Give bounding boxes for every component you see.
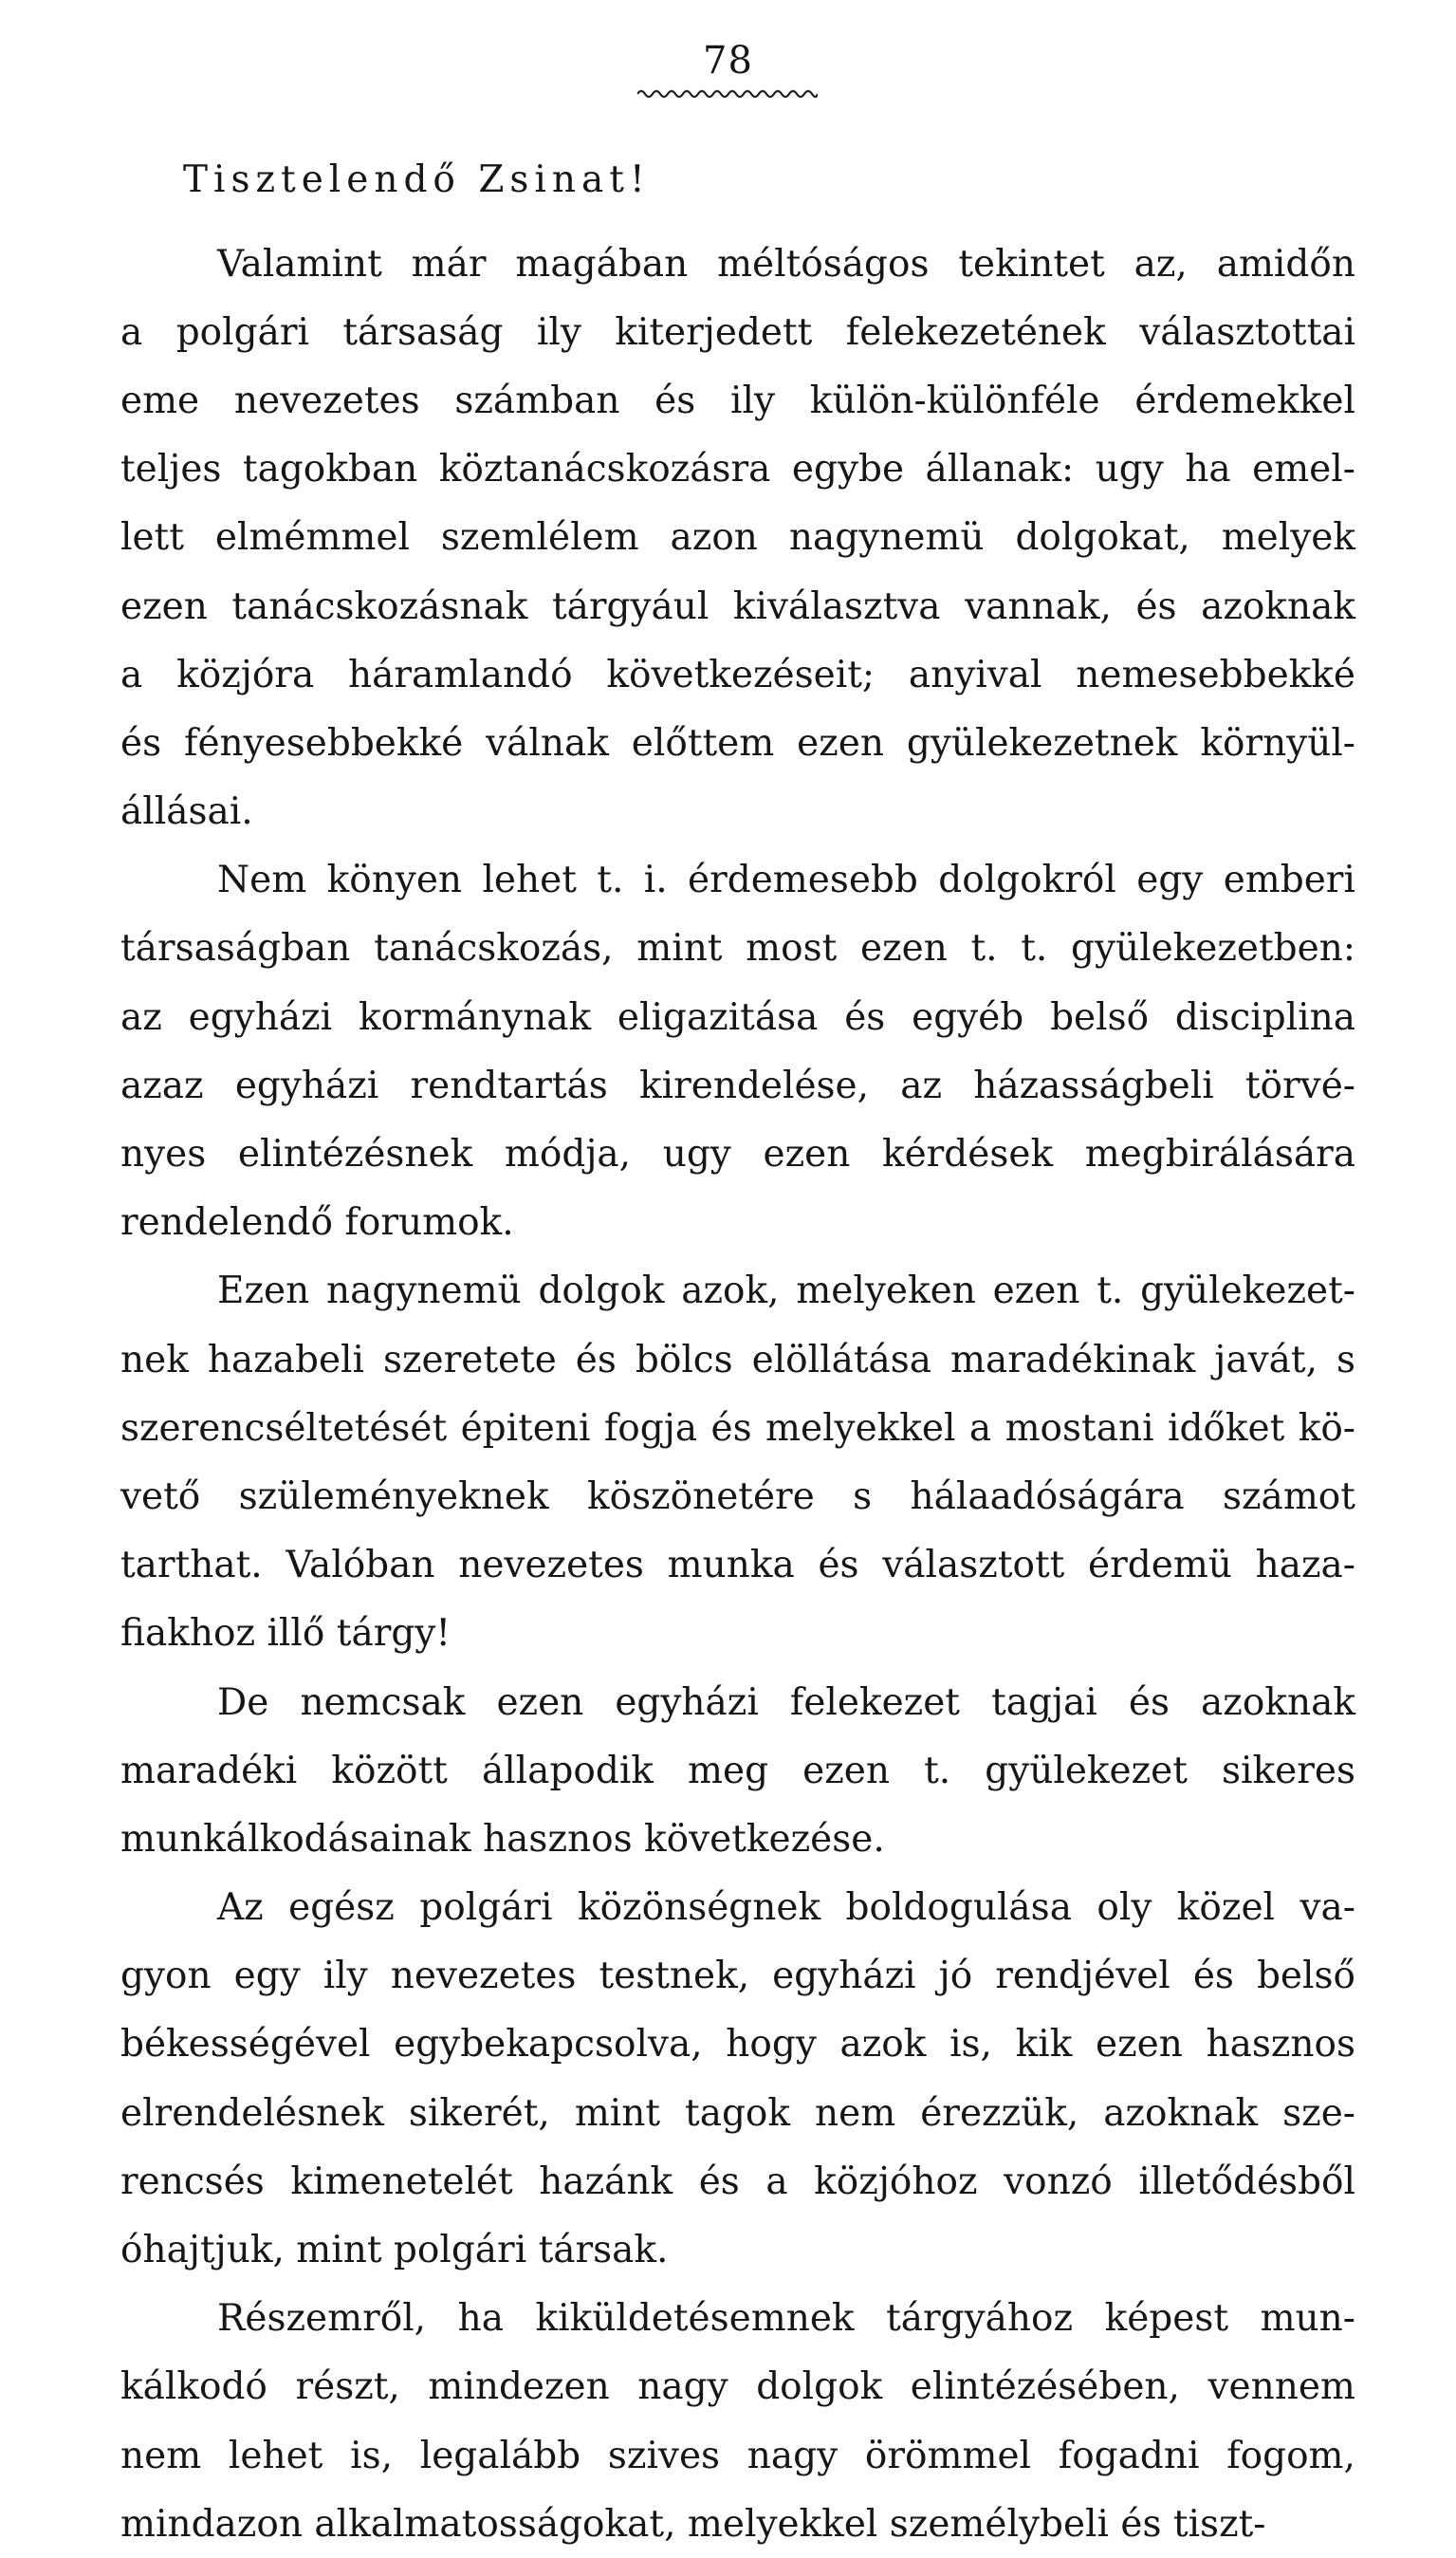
paragraph — [120, 846, 1355, 1257]
word: elintézésnek — [237, 1133, 473, 1177]
word: anyival — [908, 653, 1042, 696]
word: egyéb — [912, 995, 1024, 1039]
word: ha — [1185, 448, 1231, 491]
word: mint — [574, 2091, 661, 2135]
paragraph — [120, 2285, 1355, 2558]
text-line — [120, 1257, 1355, 1325]
paragraph — [120, 1257, 1355, 1668]
word: és — [698, 2159, 740, 2203]
text-line — [120, 1325, 1355, 1394]
word: Részemről, — [217, 2297, 427, 2341]
word: meg — [688, 1749, 769, 1792]
word: szives — [607, 2434, 721, 2477]
word: felekezet — [789, 1680, 960, 1724]
word: maradékinak — [950, 1338, 1196, 1381]
word: nem — [815, 2091, 896, 2135]
word: gyülekezetben: — [1070, 927, 1355, 971]
word: alkalmatosságokat, — [314, 2502, 676, 2546]
word: tárgyául — [551, 584, 710, 628]
word: tarthat. — [120, 1544, 263, 1587]
word: társaság — [342, 310, 504, 354]
word: nagy — [637, 2365, 728, 2409]
salutation-heading: Tisztelendő Zsinat! — [183, 158, 651, 201]
word: s — [1336, 1338, 1355, 1381]
word: köztanácskozásra — [438, 448, 771, 491]
word: boldogulása — [845, 1886, 1072, 1930]
word: számot — [1223, 1474, 1355, 1518]
word: házasságbeli — [973, 1064, 1214, 1107]
word: a — [120, 653, 143, 696]
text-line — [120, 983, 1355, 1051]
word: a — [765, 2159, 788, 2203]
word: ezen — [496, 1680, 584, 1724]
text-line — [120, 1462, 1355, 1530]
word: lehet — [228, 2434, 323, 2477]
text-line — [120, 1531, 1355, 1600]
word: s — [853, 1474, 873, 1518]
word: érdemü — [1088, 1544, 1232, 1587]
word: mun- — [1260, 2297, 1355, 2341]
text-line — [120, 709, 1355, 777]
text-line — [120, 366, 1355, 435]
word: va- — [1299, 1886, 1355, 1930]
word: érdemesebb — [688, 859, 918, 902]
word: emberi — [1223, 859, 1355, 902]
word: és — [1120, 2502, 1162, 2546]
word: tanácskozás, — [374, 927, 614, 971]
text-line — [120, 2353, 1355, 2421]
word: illetődésből — [1138, 2159, 1355, 2203]
word: hálaadóságára — [910, 1474, 1185, 1518]
word: kormánynak — [358, 995, 592, 1039]
body-text — [120, 230, 1355, 2558]
word: az — [120, 995, 162, 1039]
word: azaz — [120, 1064, 204, 1107]
word: tárgyához — [886, 2297, 1074, 2341]
word: fogadni — [1058, 2434, 1200, 2477]
word: hogy — [726, 2023, 817, 2067]
word: ha — [457, 2297, 504, 2341]
word: mint — [636, 927, 723, 971]
word: ugy — [662, 1133, 731, 1177]
text-line — [120, 2421, 1355, 2490]
word: ezen — [797, 721, 884, 765]
word: vannak, — [965, 584, 1112, 628]
text-line — [120, 1600, 1355, 1668]
text-line — [120, 2215, 1355, 2284]
word: tanácskozásnak — [231, 584, 528, 628]
word: hasznos — [483, 1817, 633, 1861]
word: ugy — [1095, 448, 1164, 491]
word: hasznos — [1206, 2023, 1355, 2067]
word: melyekkel — [765, 1406, 956, 1450]
word: oly — [1097, 1886, 1152, 1930]
word: közel — [1176, 1886, 1276, 1930]
word: Ezen — [217, 1270, 310, 1313]
word: örömmel — [864, 2434, 1032, 2477]
word: kik — [1015, 2023, 1073, 2067]
text-line — [120, 1120, 1355, 1188]
word: óhajtjuk, — [120, 2229, 285, 2272]
word: kirendelése, — [639, 1064, 870, 1107]
text-line — [120, 1942, 1355, 2011]
word: ezen — [992, 1270, 1080, 1313]
word: és — [1192, 1955, 1234, 1998]
word: azon — [670, 516, 758, 560]
word: hazabeli — [207, 1338, 364, 1381]
word: szerencséltetését — [120, 1406, 448, 1450]
word: lehet — [482, 859, 577, 902]
word: ezen — [859, 927, 948, 971]
word: polgári — [175, 310, 309, 354]
word: rendelendő — [120, 1201, 334, 1245]
word: felekezetének — [845, 310, 1106, 354]
word: nemesebbekké — [1076, 653, 1355, 696]
word: elintézésében, — [910, 2365, 1180, 2409]
word: közönségnek — [577, 1886, 821, 1930]
word: épiteni — [460, 1406, 591, 1450]
word: lett — [120, 516, 184, 560]
word: forumok. — [344, 1201, 514, 1245]
word: nek — [120, 1338, 189, 1381]
word: és — [1135, 584, 1177, 628]
text-line — [120, 1189, 1355, 1257]
word: ezen — [802, 1749, 890, 1792]
word: t. — [970, 927, 998, 971]
word: és — [654, 379, 696, 422]
word: gyülekezet — [985, 1749, 1188, 1792]
wavy-rule-ornament — [637, 87, 818, 101]
word: magában — [515, 242, 689, 286]
word: egy — [1136, 859, 1204, 902]
word: Valamint — [217, 242, 382, 286]
word: számban — [454, 379, 620, 422]
word: társaságban — [120, 927, 351, 971]
text-line — [120, 1736, 1355, 1805]
word: vennem — [1207, 2365, 1355, 2409]
word: képest — [1104, 2297, 1229, 2341]
word: érezzük, — [920, 2091, 1079, 2135]
word: egyházi — [188, 995, 333, 1039]
word: időket — [1167, 1406, 1285, 1450]
word: háramlandó — [348, 653, 573, 696]
word: gyon — [120, 1955, 212, 1998]
text-line — [120, 915, 1355, 983]
word: munka — [667, 1544, 795, 1587]
word: környül- — [1200, 721, 1355, 765]
word: azok, — [681, 1270, 780, 1313]
word: dolgokat, — [1015, 516, 1190, 560]
word: belső — [1050, 995, 1150, 1039]
word: egybekapcsolva, — [394, 2023, 703, 2067]
word: és — [120, 721, 162, 765]
text-line — [120, 504, 1355, 572]
word: javát, — [1214, 1338, 1318, 1381]
word: a — [968, 1406, 992, 1450]
word: dolgok — [756, 2365, 883, 2409]
word: méltóságos — [717, 242, 930, 286]
text-line — [120, 2079, 1355, 2147]
word: fogja — [603, 1406, 698, 1450]
text-line — [120, 846, 1355, 915]
word: mint — [296, 2229, 382, 2272]
paragraph — [120, 230, 1355, 846]
text-line — [120, 298, 1355, 366]
word: ily — [730, 379, 775, 422]
word: következéseit; — [606, 653, 875, 696]
word: ily — [323, 1955, 368, 1998]
word: az, — [1133, 242, 1188, 286]
word: a — [120, 310, 143, 354]
word: legalább — [419, 2434, 581, 2477]
word: melyekkel — [687, 2502, 878, 2546]
word: azoknak — [1201, 584, 1355, 628]
word: elrendelésnek — [120, 2091, 384, 2135]
word: kérdések — [881, 1133, 1054, 1177]
word: békességével — [120, 2023, 371, 2067]
paragraph — [120, 1874, 1355, 2285]
word: amidőn — [1216, 242, 1355, 286]
word: ily — [536, 310, 581, 354]
word: dolgokról — [938, 859, 1116, 902]
word: állapodik — [481, 1749, 654, 1792]
word: tagjai — [991, 1680, 1097, 1724]
word: és — [710, 1406, 752, 1450]
word: is, — [949, 2023, 992, 2067]
word: állanak: — [925, 448, 1075, 491]
word: kiküldetésemnek — [535, 2297, 855, 2341]
word: kiterjedett — [615, 310, 813, 354]
word: azok — [839, 2023, 927, 2067]
word: t. — [1097, 1270, 1124, 1313]
word: is, — [350, 2434, 393, 2477]
word: külön-különféle — [809, 379, 1100, 422]
word: fiakhoz — [120, 1612, 256, 1656]
word: haza- — [1255, 1544, 1355, 1587]
word: kiválasztva — [732, 584, 941, 628]
word: közjóra — [176, 653, 315, 696]
word: polgári — [393, 2229, 527, 2272]
word: melyek — [1221, 516, 1355, 560]
word: elmémmel — [214, 516, 410, 560]
word: kimenetelét — [290, 2159, 513, 2203]
word: már — [411, 242, 487, 286]
word: De — [217, 1680, 269, 1724]
word: belső — [1256, 1955, 1355, 1998]
text-line — [120, 1805, 1355, 1873]
word: most — [746, 927, 838, 971]
text-line — [120, 1394, 1355, 1462]
word: jó — [938, 1955, 973, 1998]
word: sze- — [1282, 2091, 1355, 2135]
word: melyeken — [796, 1270, 976, 1313]
word: emel- — [1252, 448, 1355, 491]
word: t. — [597, 859, 624, 902]
word: köszönetére — [586, 1474, 815, 1518]
word: tárgy! — [336, 1612, 452, 1656]
word: és — [844, 995, 886, 1039]
word: ezen — [763, 1133, 851, 1177]
text-line — [120, 2490, 1355, 2558]
word: maradéki — [120, 1749, 298, 1792]
word: nemcsak — [300, 1680, 466, 1724]
word: vonzó — [1004, 2159, 1113, 2203]
word: sikeres — [1222, 1749, 1355, 1792]
word: könyen — [326, 859, 463, 902]
word: között — [331, 1749, 448, 1792]
text-line — [120, 1668, 1355, 1736]
page-number: 78 — [703, 39, 753, 83]
word: megbirálására — [1084, 1133, 1355, 1177]
text-line — [120, 2285, 1355, 2353]
word: ezen — [120, 584, 208, 628]
word: következése. — [644, 1817, 885, 1861]
word: és — [818, 1544, 859, 1587]
word: nevezetes — [390, 1955, 577, 1998]
text-line — [120, 436, 1355, 504]
word: nagy — [746, 2434, 839, 2477]
word: tiszt- — [1172, 2502, 1266, 2546]
word: személybeli — [889, 2502, 1109, 2546]
word: egyházi — [234, 1064, 379, 1107]
word: kálkodó — [120, 2365, 267, 2409]
word: Valóban — [286, 1544, 435, 1587]
word: eme — [120, 379, 200, 422]
word: teljes — [120, 448, 222, 491]
word: szüleményeknek — [238, 1474, 549, 1518]
word: rendjével — [995, 1955, 1170, 1998]
word: rencsés — [120, 2159, 265, 2203]
word: az — [900, 1064, 943, 1107]
word: gyülekezet- — [1140, 1270, 1355, 1313]
word: érdemekkel — [1134, 379, 1355, 422]
word: Az — [217, 1886, 264, 1930]
word: közjóhoz — [814, 2159, 978, 2203]
word: elöllátása — [751, 1338, 932, 1381]
word: egy — [233, 1955, 301, 1998]
word: fényesebbekké — [184, 721, 464, 765]
word: mindazon — [120, 2502, 303, 2546]
word: sikerét, — [408, 2091, 550, 2135]
word: egyházi — [615, 1680, 759, 1724]
word: egész — [288, 1886, 395, 1930]
word: kö- — [1298, 1406, 1355, 1450]
word: testnek, — [599, 1955, 750, 1998]
word: bölcs — [635, 1338, 733, 1381]
word: mostani — [1004, 1406, 1154, 1450]
word: részt, — [295, 2365, 400, 2409]
text-line — [120, 230, 1355, 298]
word: előttem — [631, 721, 775, 765]
word: illő — [267, 1612, 325, 1656]
word: válnak — [486, 721, 609, 765]
word: törvé- — [1244, 1064, 1355, 1107]
text-line — [120, 1874, 1355, 1942]
word: választottai — [1139, 310, 1355, 354]
text-line — [120, 640, 1355, 709]
word: fogom, — [1226, 2434, 1355, 2477]
word: tagok — [685, 2091, 791, 2135]
word: azoknak — [1201, 1680, 1355, 1724]
word: társak. — [538, 2229, 669, 2272]
word: mindezen — [428, 2365, 610, 2409]
word: tagokban — [242, 448, 418, 491]
word: és — [1128, 1680, 1170, 1724]
word: ezen — [1095, 2023, 1183, 2067]
text-line — [120, 778, 1355, 846]
word: nagynemü — [326, 1270, 522, 1313]
word: és — [575, 1338, 617, 1381]
text-line — [120, 2011, 1355, 2079]
text-line — [120, 1051, 1355, 1120]
word: nevezetes — [233, 379, 420, 422]
word: rendtartás — [410, 1064, 608, 1107]
word: dolgok — [538, 1270, 665, 1313]
word: nevezetes — [458, 1544, 644, 1587]
word: egyházi — [772, 1955, 916, 1998]
word: eligazitása — [617, 995, 819, 1039]
word: egybe — [791, 448, 905, 491]
word: módja, — [504, 1133, 632, 1177]
word: szemlélem — [440, 516, 639, 560]
word: hazánk — [539, 2159, 673, 2203]
word: szeretete — [382, 1338, 557, 1381]
word: nagynemü — [788, 516, 985, 560]
word: nem — [120, 2434, 202, 2477]
word: polgári — [419, 1886, 553, 1930]
text-line — [120, 572, 1355, 640]
word: t. — [1021, 927, 1048, 971]
word: gyülekezetnek — [906, 721, 1178, 765]
word: i. — [643, 859, 668, 902]
word: disciplina — [1174, 995, 1355, 1039]
word: t. — [924, 1749, 951, 1792]
word: Nem — [217, 859, 307, 902]
word: választott — [882, 1544, 1065, 1587]
text-line — [120, 2147, 1355, 2215]
paragraph — [120, 1668, 1355, 1874]
word: azoknak — [1103, 2091, 1259, 2135]
word: vető — [120, 1474, 201, 1518]
word: munkálkodásainak — [120, 1817, 471, 1861]
word: nyes — [120, 1133, 207, 1177]
word: tekintet — [958, 242, 1105, 286]
word: állásai. — [120, 790, 253, 834]
